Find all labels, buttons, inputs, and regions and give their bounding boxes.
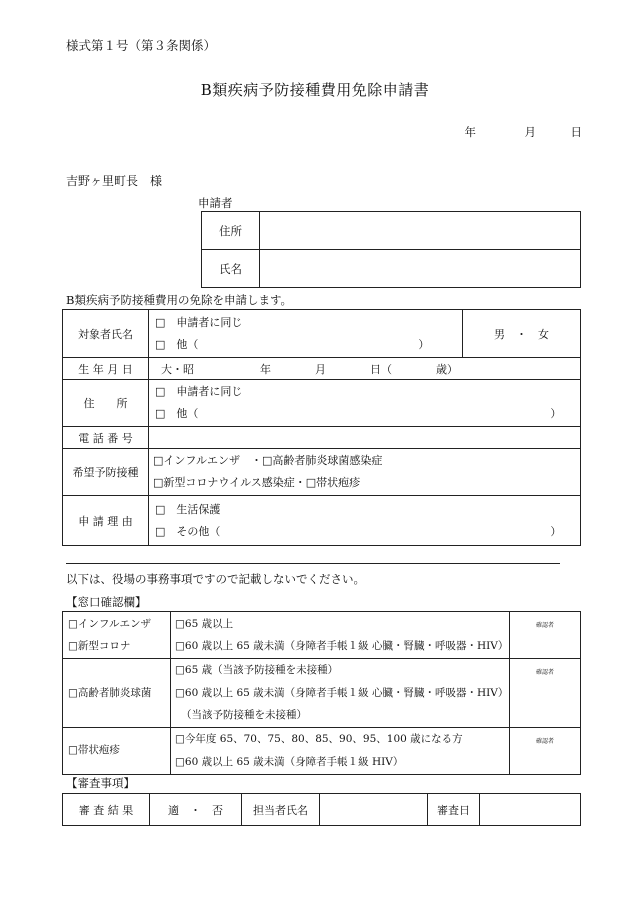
applicant-table [201,211,581,288]
gender-field[interactable]: 男 ・ 女 [463,310,581,358]
review-officer-field[interactable] [320,794,428,826]
confirmer-cell[interactable]: 確認者 [510,659,581,728]
office-condition-cell [171,727,510,774]
date-year-input[interactable] [430,124,476,140]
office-vaccine-cell [63,727,171,774]
date-month-input[interactable] [476,124,536,140]
target-same-checkbox[interactable]: □ 申請者に同じ [155,315,243,329]
office-vaccine-cell [63,612,171,659]
date-year-label: 年 [464,125,476,139]
target-other-checkbox[interactable]: □ 他（ ） [155,337,430,351]
page-title: B類疾病予防接種費用免除申請書 [200,81,430,99]
applicant-label: 申請者 [198,196,233,210]
review-result-label: 審 査 結 果 [63,794,150,826]
office-vaccine-cell [63,659,171,728]
date-day-input[interactable] [536,124,582,140]
vaccine-options [149,449,581,496]
applicant-address-field[interactable] [260,212,581,250]
reason-label: 申 請 理 由 [63,496,149,546]
date-day-label: 日 [570,125,582,139]
applicant-address-label: 住所 [202,212,260,250]
office-check-table [62,611,581,775]
reason-options [149,496,581,546]
reason-welfare-checkbox[interactable]: □ 生活保護 [155,502,221,516]
vaccine-checkbox-line2[interactable]: □新型コロナウイルス感染症・□帯状疱疹 [153,476,361,489]
vaccine-label: 希望予防接種 [63,449,149,496]
office-condition[interactable]: □65 歳（当該予防接種を未接種） [175,664,339,676]
divider [66,563,560,564]
vaccine-checkbox-line1[interactable]: □インフルエンザ ・□高齢者肺炎球菌感染症 [153,454,383,467]
reason-other-checkbox[interactable]: □ その他（ ） [155,524,562,538]
review-date-label: 審査日 [428,794,480,826]
date-month-label: 月 [524,125,536,139]
review-result-field[interactable]: 適 ・ 否 [150,794,242,826]
office-condition[interactable]: □今年度 65、70、75、80、85、90、95、100 歳になる方 [175,733,463,745]
office-condition-cell [171,612,510,659]
target-address-label: 住 所 [63,380,149,427]
confirmer-cell[interactable]: 確認者 [510,727,581,774]
form-number: 様式第１号（第３条関係） [66,38,217,53]
target-name-options [149,310,463,358]
review-table [62,793,581,826]
applicant-name-label: 氏名 [202,250,260,288]
window-section-title: 【窓口確認欄】 [66,595,147,609]
addressee: 吉野ヶ里町長 様 [66,174,163,188]
target-name-label: 対象者氏名 [63,310,149,358]
birthdate-field[interactable]: 大・昭 年 月 日（ 歳） [149,358,581,380]
confirmer-cell[interactable]: 確認者 [510,612,581,659]
office-vaccine-covid[interactable]: □新型コロナ [68,640,131,652]
application-date [430,124,582,140]
phone-field[interactable] [149,427,581,449]
office-condition-note: （当該予防接種を未接種） [181,709,307,721]
office-vaccine-shingles[interactable]: □帯状疱疹 [68,744,120,757]
intro-text: B類疾病予防接種費用の免除を申請します。 [66,293,293,307]
review-officer-label: 担当者氏名 [242,794,320,826]
target-address-options [149,380,581,427]
address-other-checkbox[interactable]: □ 他（ ） [155,407,562,420]
office-vaccine-pneumococcal[interactable]: □高齢者肺炎球菌 [68,686,152,699]
office-condition[interactable]: □60 歳以上 65 歳未満（身障者手帳１級 心臓・腎臓・呼吸器・HIV） [175,686,509,699]
office-condition[interactable]: □60 歳以上 65 歳未満（身障者手帳１級 心臓・腎臓・呼吸器・HIV） [175,640,509,652]
office-condition-cell [171,659,510,728]
phone-label: 電 話 番 号 [63,427,149,449]
office-condition[interactable]: □60 歳以上 65 歳未満（身障者手帳１級 HIV） [175,755,404,768]
review-date-field[interactable] [480,794,581,826]
office-vaccine-influenza[interactable]: □インフルエンザ [68,617,152,630]
office-note: 以下は、役場の事務事項ですので記載しないでください。 [66,572,365,586]
applicant-name-field[interactable] [260,250,581,288]
office-condition[interactable]: □65 歳以上 [175,617,234,630]
address-same-checkbox[interactable]: □ 申請者に同じ [155,385,243,398]
review-section-title: 【審査事項】 [66,776,135,790]
birthdate-label: 生 年 月 日 [63,358,149,380]
application-table [62,309,581,546]
